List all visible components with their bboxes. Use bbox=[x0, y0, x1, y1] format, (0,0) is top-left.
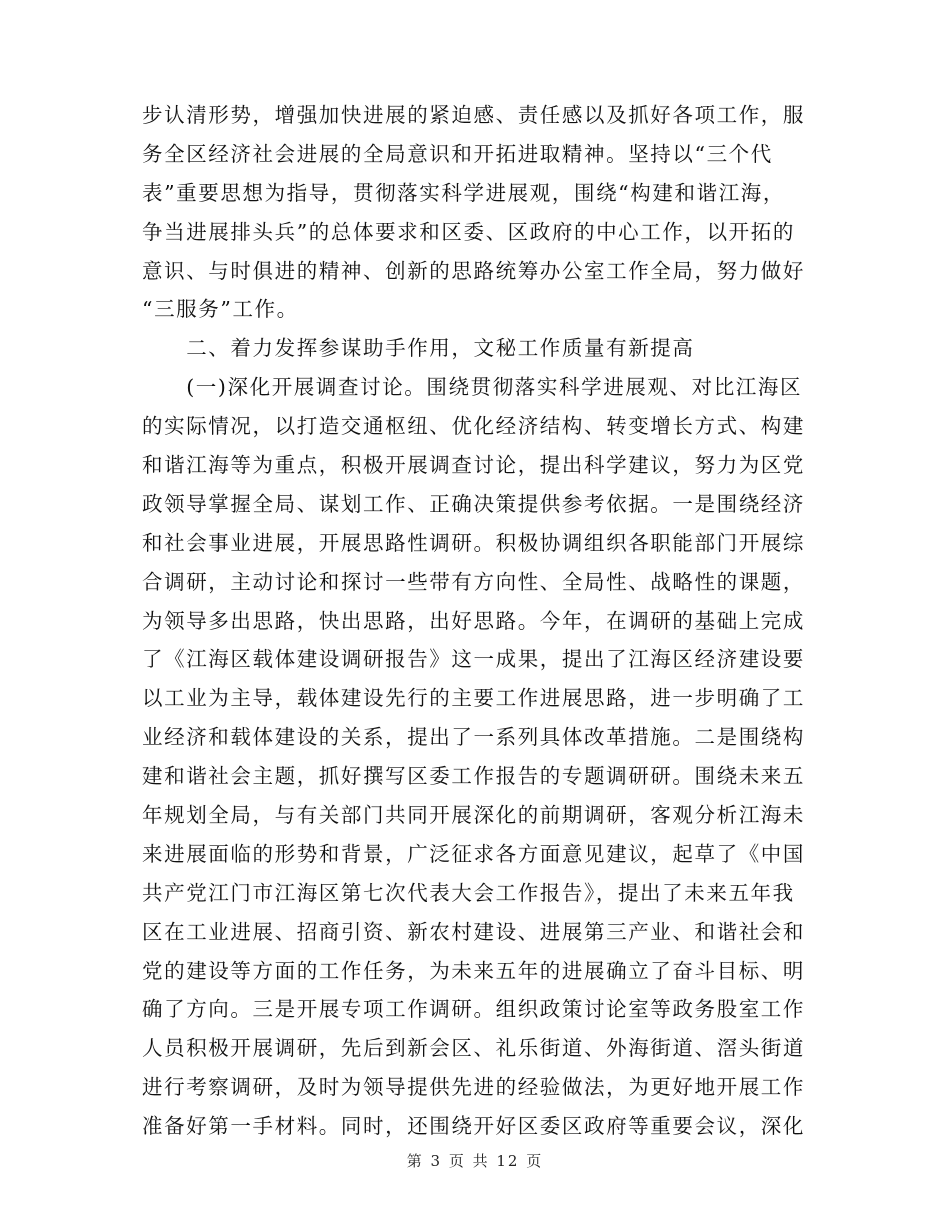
text-line: 党的建设等方面的工作任务，为未来五年的进展确立了奋斗目标、明 bbox=[142, 958, 805, 983]
subsection-heading-line: (一)深化开展调查讨论。围绕贯彻落实科学进展观、对比江海区 bbox=[142, 375, 803, 400]
text-line: 准备好第一手材料。同时，还围绕开好区委区政府等重要会议，深化 bbox=[142, 1114, 805, 1139]
text-line: 以工业为主导，载体建设先行的主要工作进展思路，进一步明确了工 bbox=[142, 686, 805, 711]
text-line: 年规划全局，与有关部门共同开展深化的前期调研，客观分析江海未 bbox=[142, 803, 805, 828]
text-line: 意识、与时俱进的精神、创新的思路统筹办公室工作全局，努力做好 bbox=[142, 258, 805, 283]
text-line: 和社会事业进展，开展思路性调研。积极协调组织各职能部门开展综 bbox=[142, 530, 805, 555]
document-body bbox=[142, 96, 805, 1146]
text-line: 的实际情况，以打造交通枢纽、优化经济结构、转变增长方式、构建 bbox=[142, 414, 805, 439]
text-line: 为领导多出思路，快出思路，出好思路。今年，在调研的基础上完成 bbox=[142, 608, 805, 633]
text-line: 区在工业进展、招商引资、新农村建设、进展第三产业、和谐社会和 bbox=[142, 919, 805, 944]
text-line: 步认清形势，增强加快进展的紧迫感、责任感以及抓好各项工作，服 bbox=[142, 103, 805, 127]
text-line: 合调研，主动讨论和探讨一些带有方向性、全局性、战略性的课题， bbox=[142, 569, 805, 594]
text-line: 务全区经济社会进展的全局意识和开拓进取精神。坚持以“三个代 bbox=[142, 141, 773, 166]
text-line: 了《江海区载体建设调研报告》这一成果，提出了江海区经济建设要 bbox=[142, 647, 805, 672]
text-line: 来进展面临的形势和背景，广泛征求各方面意见建议，起草了《中国 bbox=[142, 841, 805, 866]
text-line: 建和谐社会主题，抓好撰写区委工作报告的专题调研研。围绕未来五 bbox=[142, 764, 805, 789]
section-heading: 二、着力发挥参谋助手作用，文秘工作质量有新提高 bbox=[142, 336, 695, 361]
text-line: 和谐江海等为重点，积极开展调查讨论，提出科学建议，努力为区党 bbox=[142, 453, 805, 478]
text-line: 表”重要思想为指导，贯彻落实科学进展观，围绕“构建和谐江海， bbox=[142, 180, 785, 205]
text-line: 共产党江门市江海区第七次代表大会工作报告》，提出了未来五年我 bbox=[142, 880, 795, 905]
text-line: 争当进展排头兵”的总体要求和区委、区政府的中心工作，以开拓的 bbox=[142, 219, 795, 244]
text-line: “三服务”工作。 bbox=[142, 297, 299, 322]
text-line: 政领导掌握全局、谋划工作、正确决策提供参考依据。一是围绕经济 bbox=[142, 491, 805, 516]
text-line: 进行考察调研，及时为领导提供先进的经验做法，为更好地开展工作 bbox=[142, 1075, 805, 1100]
page-number-footer: 第 3 页 共 12 页 bbox=[406, 1152, 544, 1170]
text-line: 人员积极开展调研，先后到新会区、礼乐街道、外海街道、滘头街道 bbox=[142, 1036, 805, 1061]
text-line: 确了方向。三是开展专项工作调研。组织政策讨论室等政务股室工作 bbox=[142, 997, 805, 1022]
text-line: 业经济和载体建设的关系，提出了一系列具体改革措施。二是围绕构 bbox=[142, 725, 805, 750]
